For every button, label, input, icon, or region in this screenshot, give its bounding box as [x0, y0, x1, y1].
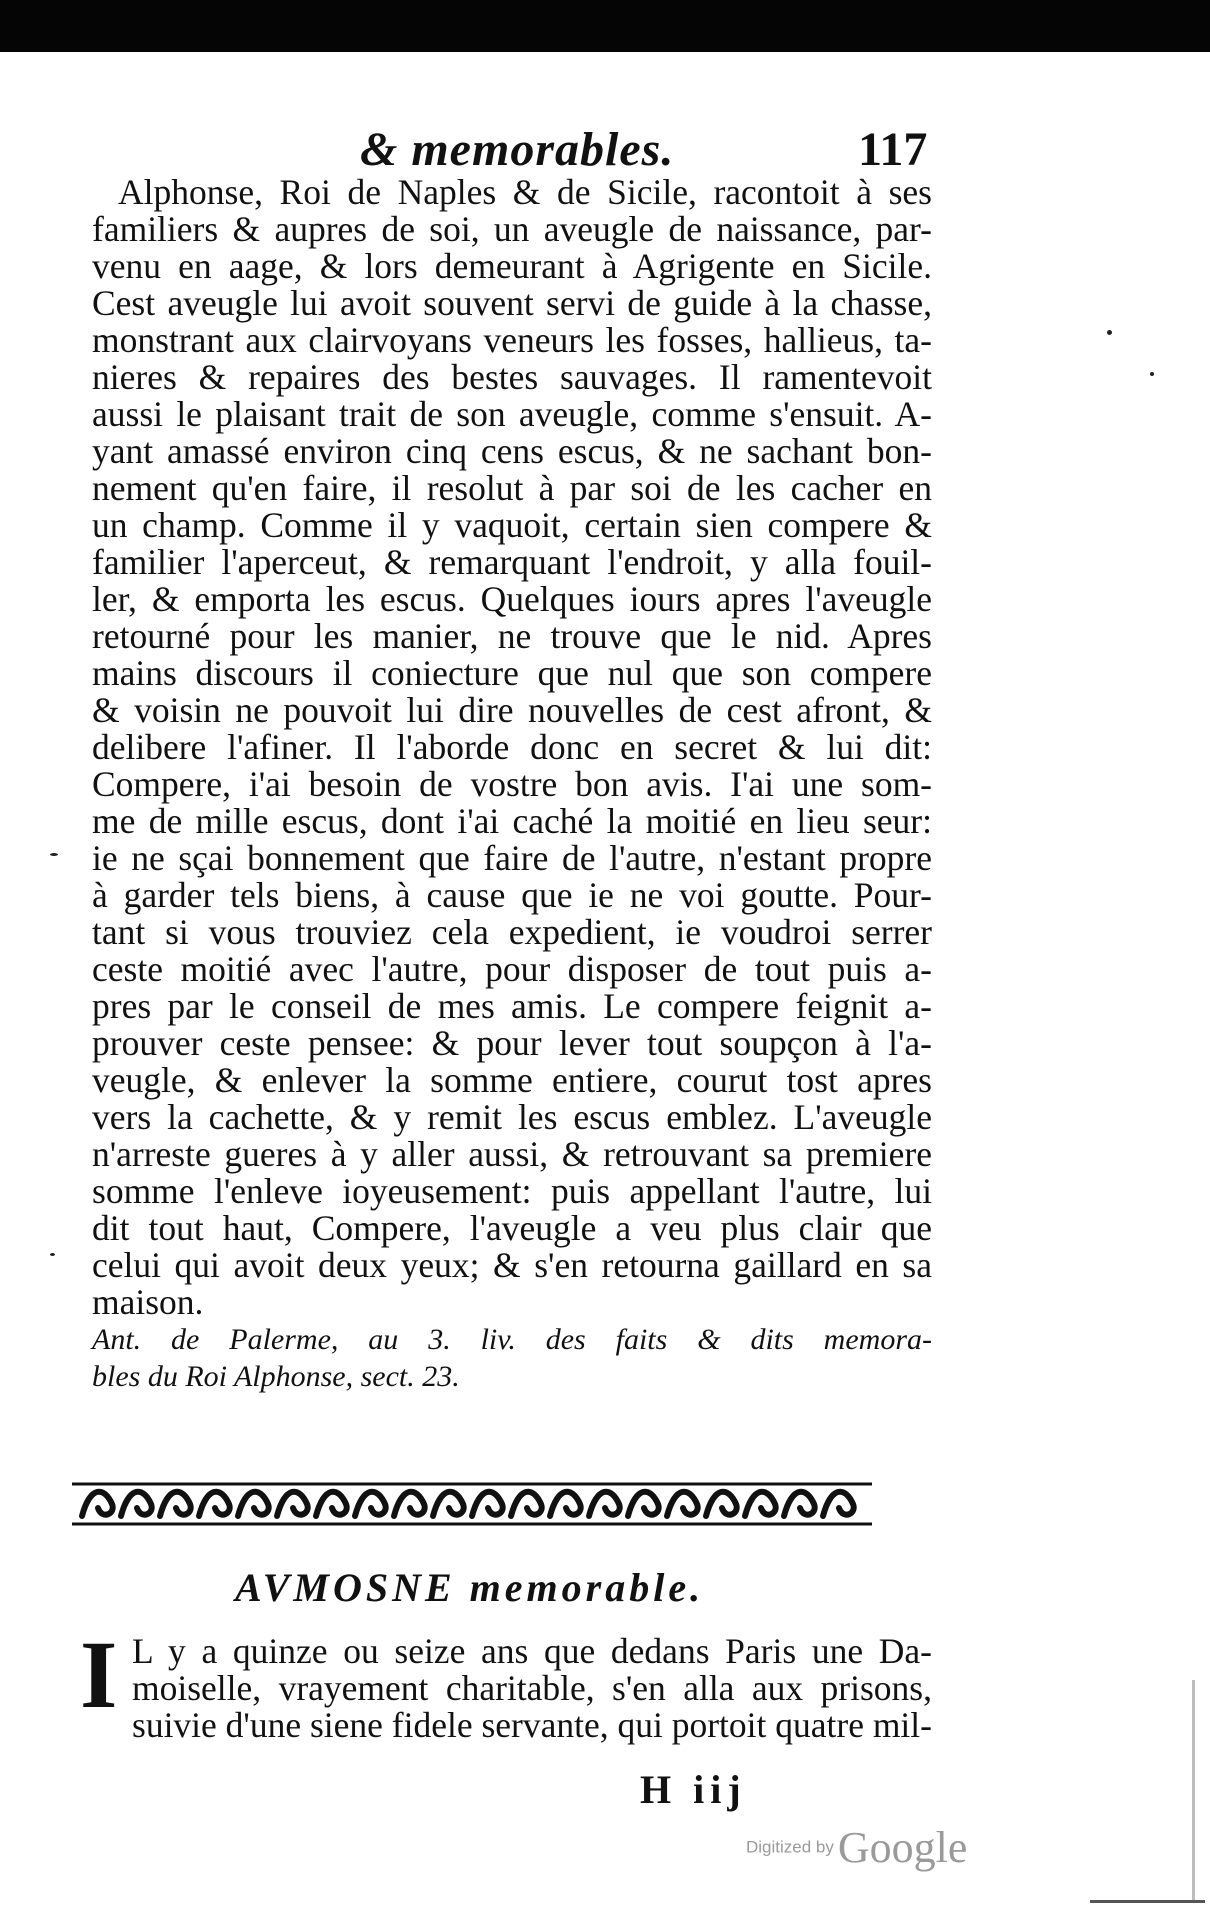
text-line: maison. — [92, 1282, 204, 1322]
text-line: tant si vous trouviez cela expedient, ie voudroi serrer — [92, 912, 932, 952]
text-line: Alphonse, Roi de Naples & de Sicile, racontoit à ses — [118, 172, 932, 212]
text-line: ler, & emporta les escus. Quelques iours apres l'aveugle — [92, 579, 932, 619]
paragraph-alphonse — [92, 174, 932, 1321]
google-logo-text: Google — [837, 1823, 968, 1872]
text-line: retourné pour les manier, ne trouve que le nid. Apres — [92, 616, 932, 656]
text-line: suivie d'une siene fidele servante, qui portoit quatre mil- — [132, 1705, 932, 1745]
paragraph-lines — [132, 1633, 932, 1744]
text-line: dit tout haut, Compere, l'aveugle a veu plus clair que — [92, 1208, 932, 1248]
scan-top-border — [0, 0, 1210, 52]
text-line: aussi le plaisant trait de son aveugle, comme s'ensuit. A- — [92, 394, 932, 434]
text-line: mains discours il coniecture que nul que son compere — [92, 653, 932, 693]
text-line: prouver ceste pensee: & pour lever tout soupçon à l'a- — [92, 1023, 932, 1063]
text-line: un champ. Comme il y vaquoit, certain sien compere & — [92, 505, 932, 545]
text-line: veugle, & enlever la somme entiere, courut tost apres — [92, 1060, 932, 1100]
text-line: & voisin ne pouvoit lui dire nouvelles de cest afront, & — [92, 690, 932, 730]
text-line: me de mille escus, dont i'ai caché la moitié en lieu seur: — [92, 801, 932, 841]
text-line: pres par le conseil de mes amis. Le compere feignit a- — [92, 986, 932, 1026]
text-line: n'arreste gueres à y aller aussi, & retrouvant sa premiere — [92, 1134, 932, 1174]
page-number: 117 — [858, 123, 928, 176]
page-header — [0, 118, 1210, 178]
ink-speck — [1150, 372, 1154, 376]
text-line: nement qu'en faire, il resolut à par soi de les cacher en — [92, 468, 932, 508]
text-line: yant amassé environ cinq cens escus, & ne sachant bon- — [92, 431, 932, 471]
text-line: monstrant aux clairvoyans veneurs les fosses, hallieus, ta- — [92, 320, 932, 360]
ink-speck — [50, 1253, 55, 1256]
citation — [92, 1321, 932, 1395]
text-line: celui qui avoit deux yeux; & s'en retourna gaillard en sa — [92, 1245, 932, 1285]
text-line: à garder tels biens, à cause que ie ne voi goutte. Pour- — [92, 875, 932, 915]
ink-speck — [50, 853, 58, 856]
main-text-block — [92, 174, 932, 1395]
watermark-prefix: Digitized by — [746, 1837, 834, 1857]
text-line: Cest aveugle lui avoit souvent servi de guide à la chasse, — [92, 283, 932, 323]
section-title: AVMOSNE memorable. — [235, 1565, 705, 1610]
text-line: somme l'enleve ioyeusement: puis appellant l'autre, lui — [92, 1171, 932, 1211]
text-line: familier l'aperceut, & remarquant l'endroit, y alla fouil- — [92, 542, 932, 582]
text-line: moiselle, vrayement charitable, s'en alla aux prisons, — [132, 1668, 932, 1708]
text-line: ceste moitié avec l'autre, pour disposer de tout puis a- — [92, 949, 932, 989]
text-line: Ant. de Palerme, au 3. liv. des faits & dits memora- — [92, 1323, 932, 1356]
text-line: familiers & aupres de soi, un aveugle de naissance, par- — [92, 209, 932, 249]
text-line: Compere, i'ai besoin de vostre bon avis. I'ai une som- — [92, 764, 932, 804]
text-line: nieres & repaires des bestes sauvages. Il ramentevoit — [92, 357, 932, 397]
ink-speck — [1107, 330, 1112, 335]
ornament-divider-icon — [72, 1476, 872, 1532]
text-line: ie ne sçai bonnement que faire de l'autre, n'estant propre — [92, 838, 932, 878]
running-head: & memorables. — [360, 123, 675, 176]
signature-mark: H iij — [640, 1767, 747, 1812]
text-line: L y a quinze ou seize ans que dedans Paris une Da- — [132, 1631, 932, 1671]
text-line: vers la cachette, & y remit les escus emblez. L'aveugle — [92, 1097, 932, 1137]
paragraph-aumosne — [80, 1621, 932, 1745]
text-line: bles du Roi Alphonse, sect. 23. — [92, 1360, 460, 1393]
text-line: venu en aage, & lors demeurant à Agrigente en Sicile. — [92, 246, 932, 286]
drop-cap: I — [80, 1621, 118, 1728]
scan-bottom-line — [1090, 1900, 1205, 1903]
text-line: delibere l'afiner. Il l'aborde donc en secret & lui dit: — [92, 727, 932, 767]
scan-edge-line — [1192, 1680, 1195, 1900]
digitized-by-watermark — [746, 1822, 967, 1873]
